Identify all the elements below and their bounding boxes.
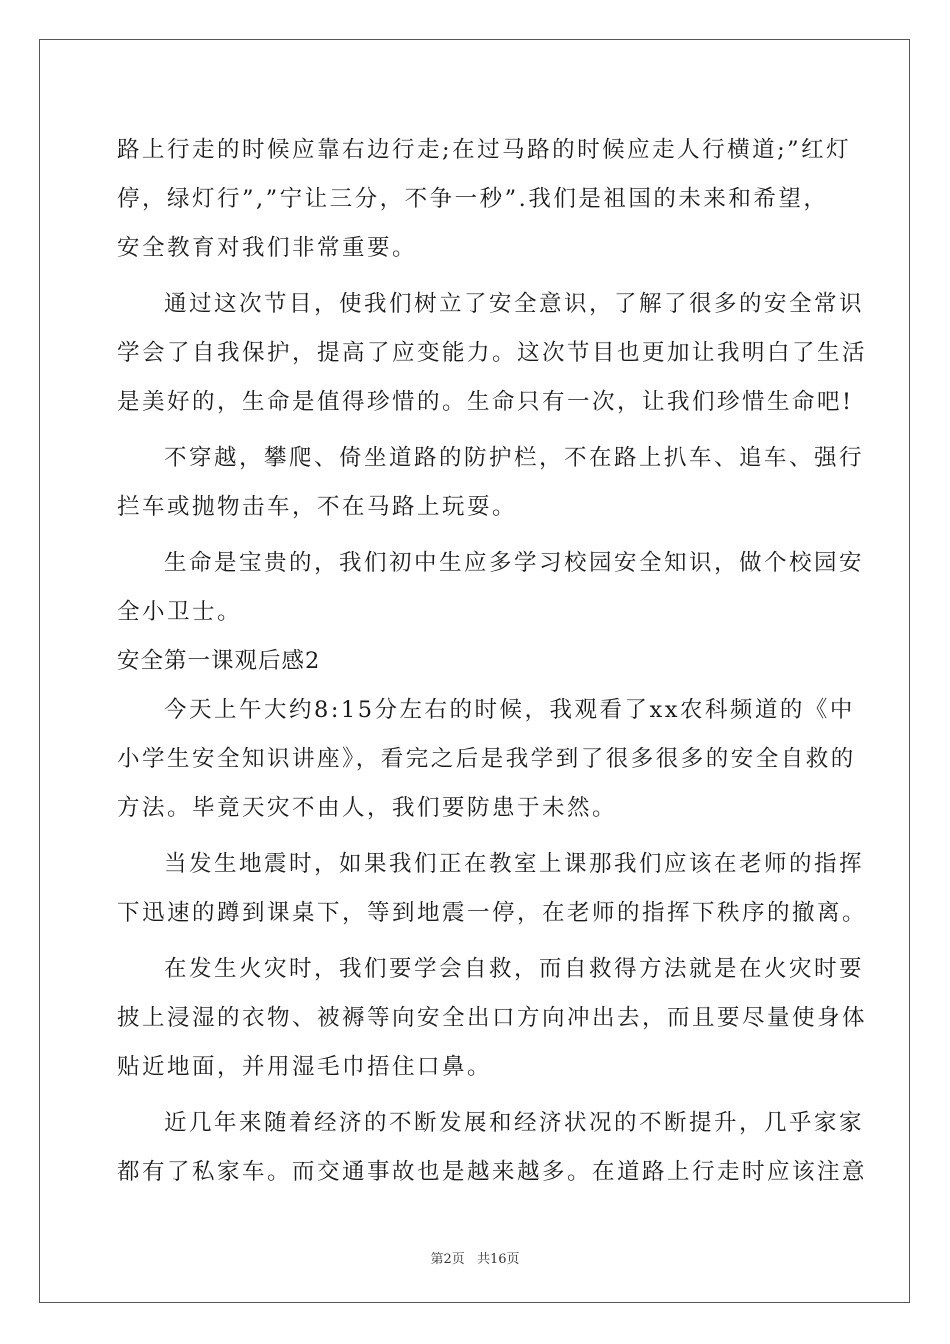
text-line: 贴近地面，并用湿毛巾捂住口鼻。 [117, 1054, 493, 1080]
text-line: 不穿越，攀爬、倚坐道路的防护栏，不在路上扒车、追车、强行 [164, 445, 865, 471]
page-total: 共16页 [476, 1252, 520, 1267]
text-line: 小学生安全知识讲座》，看完之后是我学到了很多很多的安全自救的 [117, 746, 856, 772]
text-line: 方法。毕竟天灾不由人，我们要防患于未然。 [117, 795, 618, 821]
page-footer [0, 1248, 950, 1267]
paragraph-gap [117, 532, 837, 539]
document-body [117, 126, 868, 1197]
paragraph-gap [117, 427, 837, 434]
paragraph-gap [117, 833, 837, 840]
text-line: 通过这次节目，使我们树立了安全意识，了解了很多的安全常识 [164, 291, 865, 317]
paragraph-gap [117, 938, 837, 945]
text-line: 披上浸湿的衣物、被褥等向安全出口方向冲出去，而且要尽量使身体 [117, 1005, 868, 1031]
text-line: 在发生火灾时，我们要学会自救，而自救得方法就是在火灾时要 [164, 956, 865, 982]
page-number: 第2页 [430, 1252, 465, 1267]
text-line: 全小卫士。 [117, 599, 243, 625]
paragraph-gap [117, 273, 837, 280]
text-line: 拦车或抛物击车，不在马路上玩耍。 [117, 494, 518, 520]
text-line: 是美好的，生命是值得珍惜的。生命只有一次，让我们珍惜生命吧! [117, 389, 854, 415]
text-line: 近几年来随着经济的不断发展和经济状况的不断提升，几乎家家 [164, 1110, 865, 1136]
text-line: 路上行走的时候应靠右边行走;在过马路的时候应走人行横道;”红灯 [117, 137, 852, 163]
text-line: 下迅速的蹲到课桌下，等到地震一停，在老师的指挥下秩序的撤离。 [117, 900, 868, 926]
text-line: 当发生地震时，如果我们正在教室上课那我们应该在老师的指挥 [164, 851, 865, 877]
paragraph-gap [117, 1092, 837, 1099]
section-heading: 安全第一课观后感2 [117, 648, 321, 674]
text-line: 学会了自我保护，提高了应变能力。这次节目也更加让我明白了生活 [117, 340, 868, 366]
text-line: 今天上午大约8:15分左右的时候，我观看了xx农科频道的《中 [164, 697, 855, 723]
text-line: 停，绿灯行”,”宁让三分，不争一秒”.我们是祖国的未来和希望， [117, 186, 829, 212]
text-line: 都有了私家车。而交通事故也是越来越多。在道路上行走时应该注意 [117, 1159, 868, 1185]
text-line: 生命是宝贵的，我们初中生应多学习校园安全知识，做个校园安 [164, 550, 865, 576]
text-line: 安全教育对我们非常重要。 [117, 235, 418, 261]
